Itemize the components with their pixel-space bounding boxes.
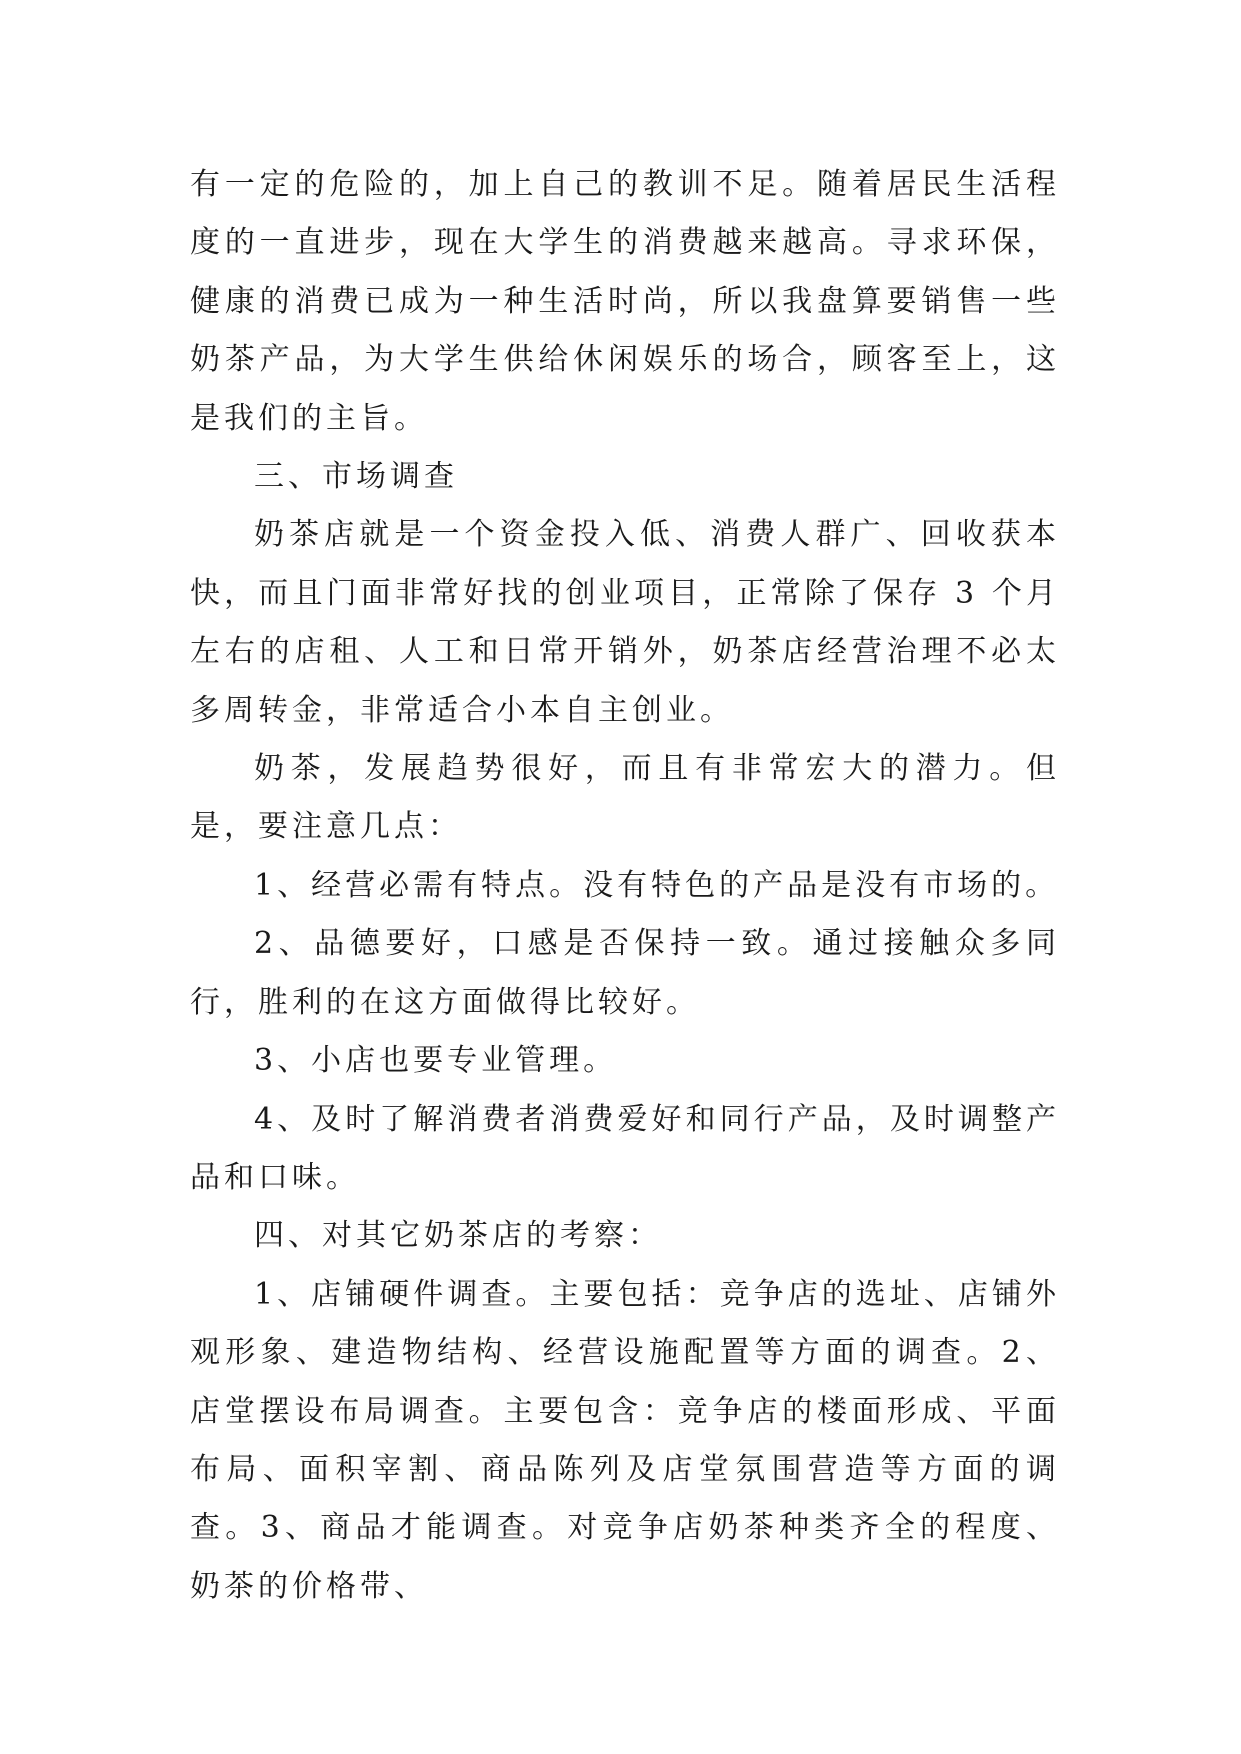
paragraph-competitor-details: 1、店铺硬件调查。主要包括：竞争店的选址、店铺外观形象、建造物结构、经营设施配置等方面的调查。2、店堂摆设布局调查。主要包含：竞争店的楼面形成、平面布局、面积宰割、商品陈列及店堂氛围营造等方面的调查。3、商品才能调查。对竞争店奶茶种类齐全的程度、奶茶的价格带、 [190,1276,1060,1604]
document-body [190,156,1060,1616]
section-heading-competitor-survey: 四、对其它奶茶店的考察： [254,1218,662,1254]
list-item-point-3: 3、小店也要专业管理。 [254,1043,618,1079]
list-item-point-4: 4、及时了解消费者消费爱好和同行产品，及时调整产品和口味。 [190,1101,1060,1195]
section-heading-market-survey: 三、市场调查 [254,459,458,495]
list-item-point-2: 2、品德要好，口感是否保持一致。通过接触众多同行，胜利的在这方面做得比较好。 [190,926,1060,1020]
paragraph-milk-tea-trend: 奶茶，发展趋势很好，而且有非常宏大的潜力。但是，要注意几点： [190,751,1060,845]
paragraph-intro-continued: 有一定的危险的，加上自己的教训不足。随着居民生活程度的一直进步，现在大学生的消费越来越高。寻求环保，健康的消费已成为一种生活时尚，所以我盘算要销售一些奶茶产品，为大学生供给休闲娱乐的场合，顾客至上，这是我们的主旨。 [190,167,1060,436]
list-item-point-1: 1、经营必需有特点。没有特色的产品是没有市场的。 [254,867,1060,903]
paragraph-market-overview: 奶茶店就是一个资金投入低、消费人群广、回收获本快，而且门面非常好找的创业项目，正常除了保存 3 个月左右的店租、人工和日常开销外，奶茶店经营治理不必太多周转金，非常适合小本自主创业。 [190,517,1060,728]
